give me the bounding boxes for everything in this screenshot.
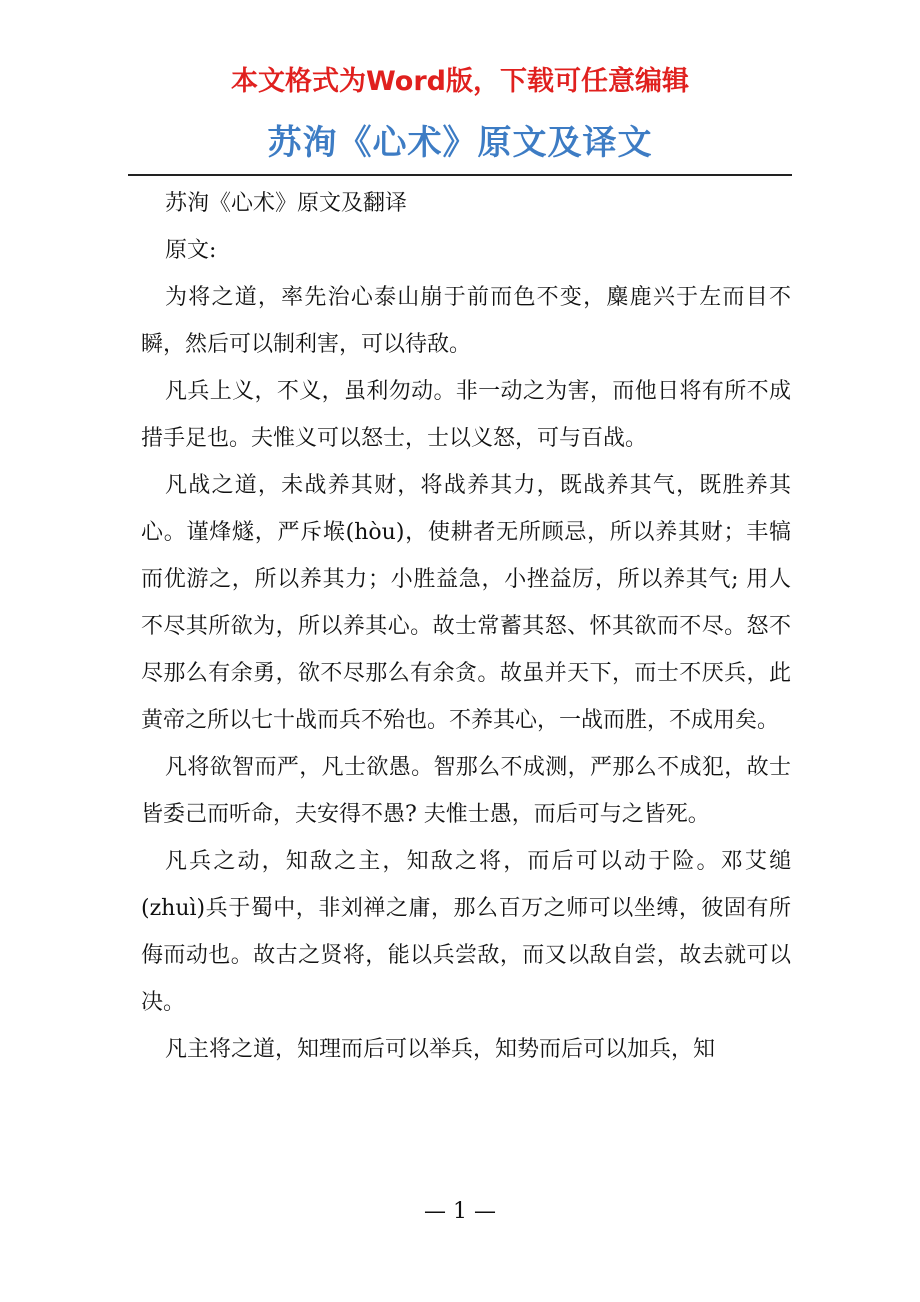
format-notice: 本文格式为Word版，下载可任意编辑 <box>230 66 689 97</box>
paragraph: 凡兵上义，不义，虽利勿动。非一动之为害，而他日将有所不成措手足也。夫惟义可以怒士，士以义怒，可与百战。 <box>141 379 791 451</box>
paragraph-subtitle: 苏洵《心术》原文及翻译 <box>165 191 408 216</box>
paragraph: 凡战之道，未战养其财，将战养其力，既战养其气，既胜养其心。谨烽燧，严斥堠(hòu)，使耕者无所顾忌，所以养其财；丰犒而优游之，所以养其力；小胜益急，小挫益厉，所以养其气; 用人不尽其所欲为，所以养其心。故士常蓄其怒、怀其欲而不尽。怒不尽那么有余勇，欲不尽那么有余贪。故虽并天下，而士不厌兵，此黄帝之所以七十战而兵不殆也。不养其心，一战而胜，不成用矣。 <box>141 473 791 733</box>
document-title: 苏洵《心术》原文及译文 <box>267 123 653 163</box>
paragraph-label-original: 原文: <box>165 238 217 263</box>
page-number: — 1 — <box>424 1199 496 1224</box>
paragraph: 为将之道，率先治心泰山崩于前而色不变，麋鹿兴于左而目不瞬，然后可以制利害，可以待敌。 <box>141 285 791 357</box>
paragraph: 凡将欲智而严，凡士欲愚。智那么不成测，严那么不成犯，故士皆委己而听命，夫安得不愚? 夫惟士愚，而后可与之皆死。 <box>141 755 791 827</box>
paragraph: 凡主将之道，知理而后可以举兵，知势而后可以加兵，知 <box>165 1037 716 1062</box>
header-rule <box>128 174 792 176</box>
document-body <box>141 180 791 1073</box>
paragraph: 凡兵之动，知敌之主，知敌之将，而后可以动于险。邓艾缒(zhuì)兵于蜀中，非刘禅之庸，那么百万之师可以坐缚，彼固有所侮而动也。故古之贤将，能以兵尝敌，而又以敌自尝，故去就可以决。 <box>141 849 791 1015</box>
